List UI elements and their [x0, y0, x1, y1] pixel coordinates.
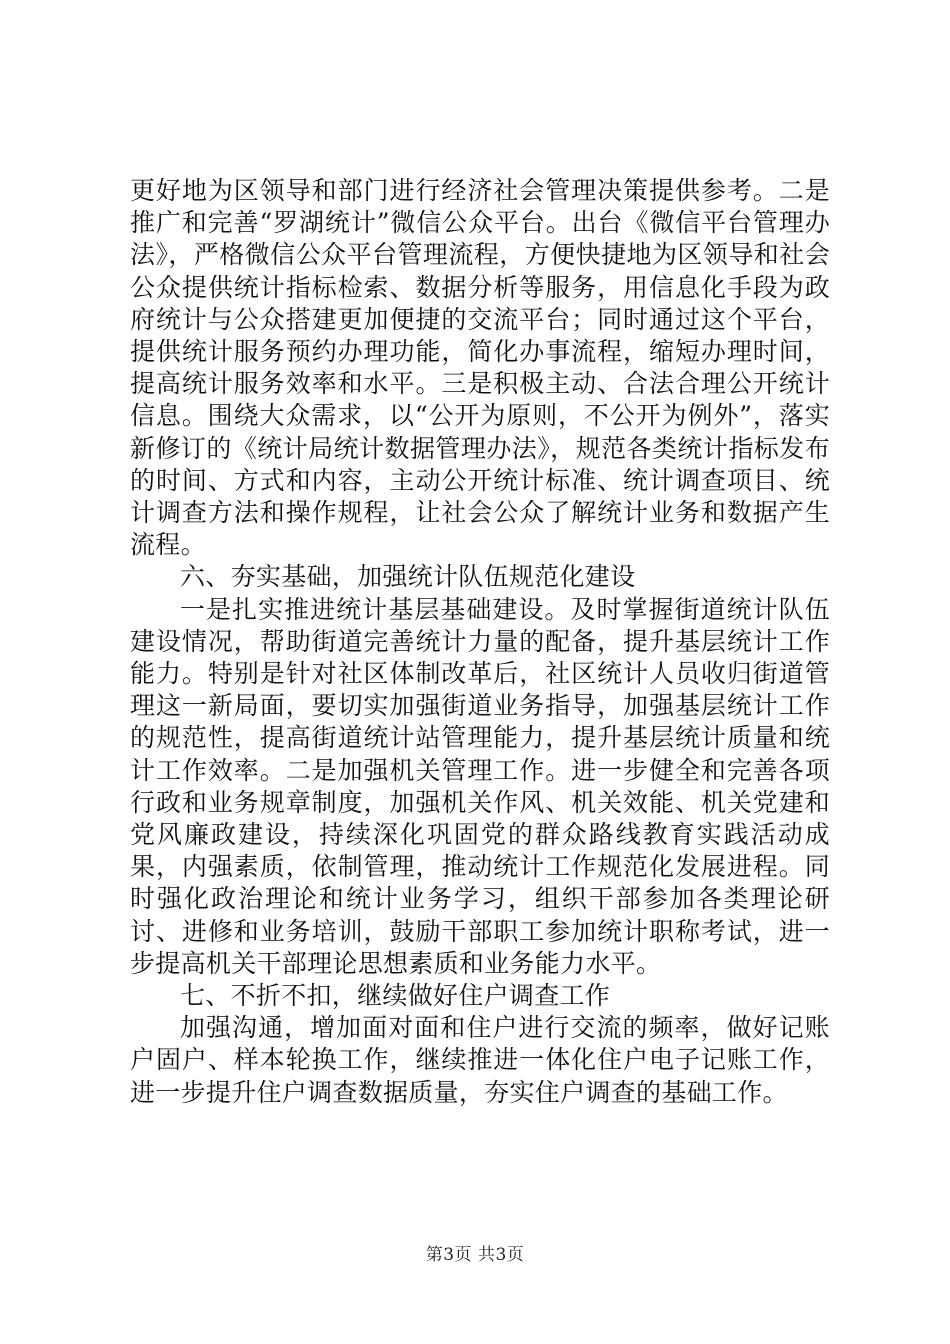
paragraph-continuation: 更好地为区领导和部门进行经济社会管理决策提供参考。二是推广和完善“罗湖统计”微信公众平台。出台《微信平台管理办法》，严格微信公众平台管理流程，方便快捷地为区领导和社会公众提供统计指标检索、数据分析等服务，用信息化手段为政府统计与公众搭建更加便捷的交流平台；同时通过这个平台，提供统计服务预约办理功能，简化办事流程，缩短办理时间，提高统计服务效率和水平。三是积极主动、合法合理公开统计信息。围绕大众需求，以“公开为原则，不公开为例外”，落实新修订的《统计局统计数据管理办法》，规范各类统计指标发布的时间、方式和内容，主动公开统计标准、统计调查项目、统计调查方法和操作规程，让社会公众了解统计业务和数据产生流程。 — [130, 176, 830, 560]
document-body — [130, 175, 830, 1109]
section-heading-seven: 七、不折不扣，继续做好住户调查工作 — [180, 981, 611, 1011]
paragraph-section-six: 一是扎实推进统计基层基础建设。及时掌握街道统计队伍建设情况，帮助街道完善统计力量的配备，提升基层统计工作能力。特别是针对社区体制改革后，社区统计人员收归街道管理这一新局面，要切实加强街道业务指导，加强基层统计工作的规范性，提高街道统计站管理能力，提升基层统计质量和统计工作效率。二是加强机关管理工作。进一步健全和完善各项行政和业务规章制度，加强机关作风、机关效能、机关党建和党风廉政建设，持续深化巩固党的群众路线教育实践活动成果，内强素质，依制管理，推动统计工作规范化发展进程。同时强化政治理论和统计业务学习，组织干部参加各类理论研讨、进修和业务培训，鼓励干部职工参加统计职称考试，进一步提高机关干部理论思想素质和业务能力水平。 — [130, 594, 830, 978]
paragraph-section-seven: 加强沟通，增加面对面和住户进行交流的频率，做好记账户固户、样本轮换工作，继续推进一体化住户电子记账工作，进一步提升住户调查数据质量，夯实住户调查的基础工作。 — [130, 1013, 830, 1107]
section-heading-six: 六、夯实基础，加强统计队伍规范化建设 — [180, 562, 636, 592]
page-footer: 第3页 共3页 — [425, 1245, 525, 1265]
